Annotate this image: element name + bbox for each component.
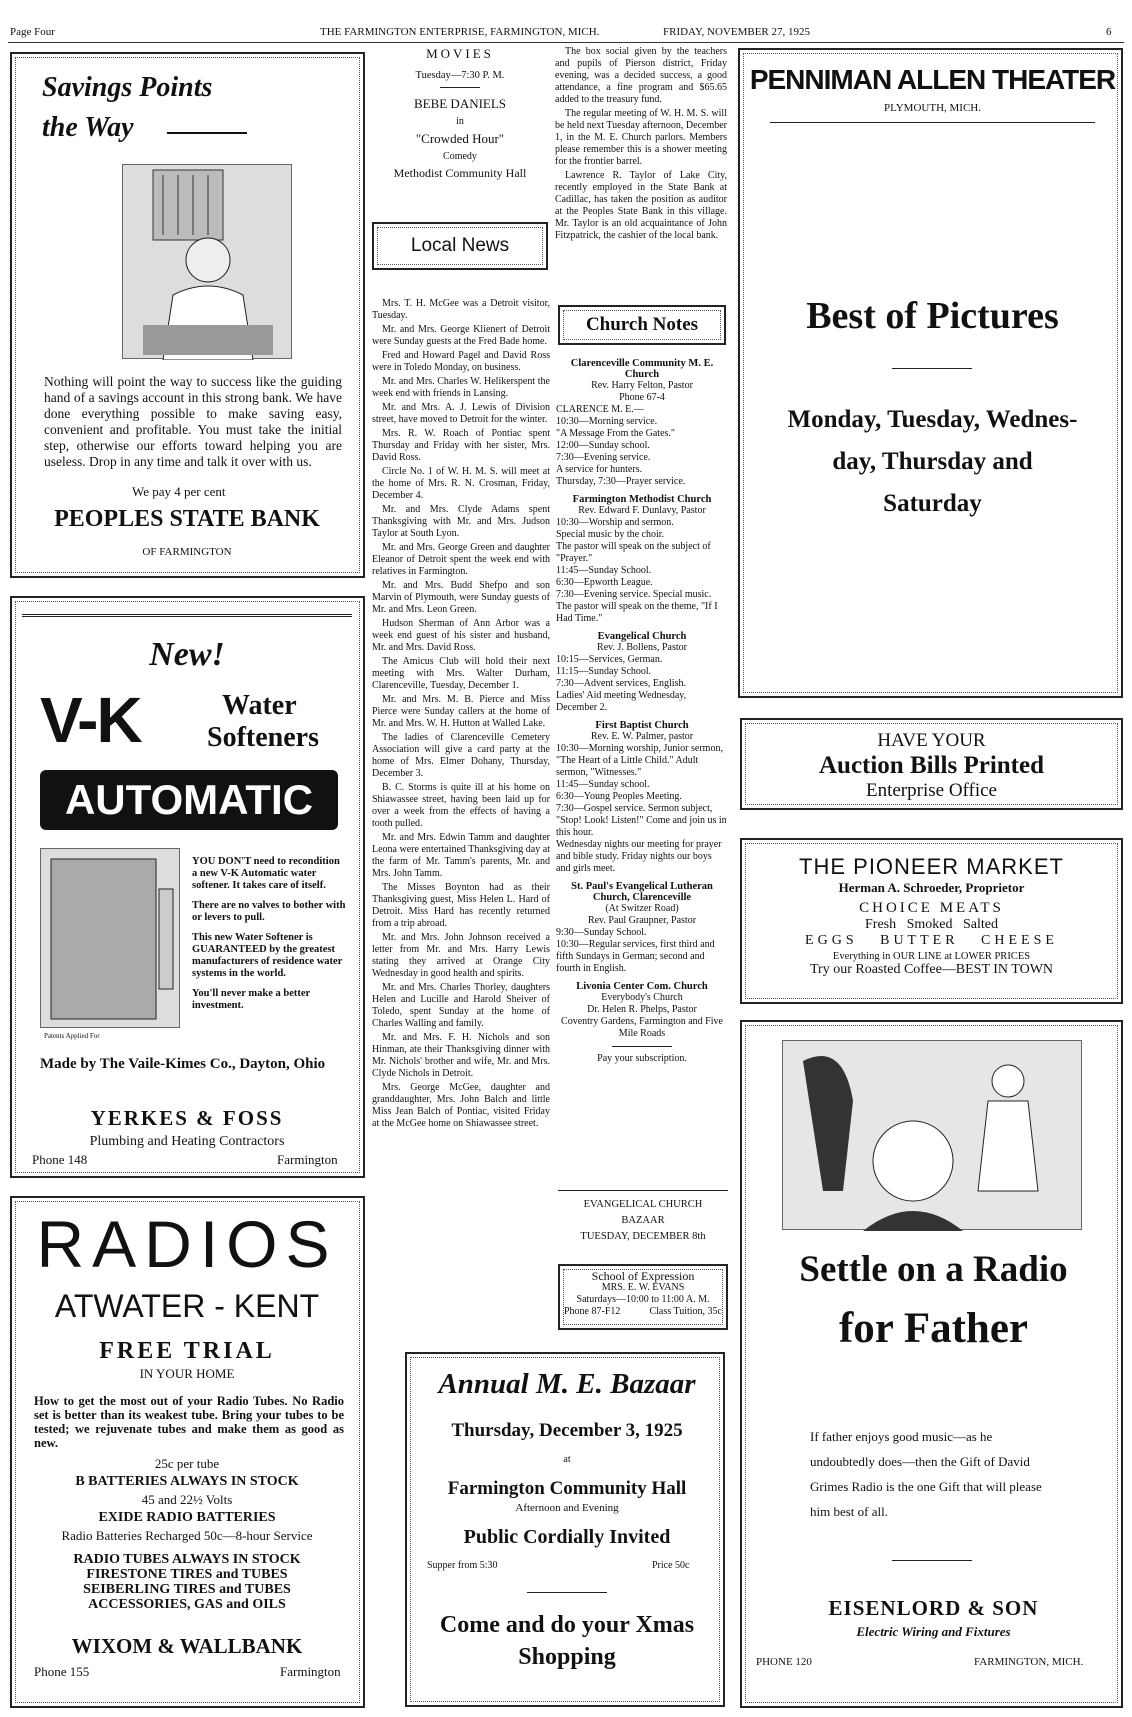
list-item: B. C. Storms is quite ill at his home on Shiawassee street, having been laid up for over a week from the effects of having a tooth pulled. [372, 782, 550, 829]
list-item: The box social given by the teachers and pupils of Pierson district, Friday evening, was a decided success, a good attendance, a fine program and $65.65 added to the treasury fund. [555, 46, 727, 105]
vk-product-2: Softeners [207, 722, 319, 753]
church-4-pastor: Rev. E. W. Palmer, pastor [590, 731, 694, 742]
radio-ad [10, 1196, 365, 1708]
list-item: Hudson Sherman of Ann Arbor was a week end guest of his sister and husband, Mr. and Mrs. David Ross. [372, 618, 550, 653]
market-items: EGGS BUTTER CHEESE [805, 933, 1058, 948]
radio-body: How to get the most out of your Radio Tubes. No Radio set is better than its weakest tube. Bring your tubes to be tested; we rejuvenate tubes and make them as good as new. [34, 1394, 344, 1450]
bazaar-line-2: BAZAAR [621, 1215, 665, 1226]
list-item: 7:30—Advent services, English. [556, 678, 686, 689]
me-bazaar-invite: Public Cordially Invited [463, 1526, 671, 1548]
vk-dealer: YERKES & FOSS [90, 1106, 284, 1130]
page-header [8, 24, 1124, 43]
auction-line-2: Auction Bills Printed [818, 752, 1044, 779]
local-news-title: Local News [372, 222, 548, 270]
radio-father-phone: PHONE 120 [756, 1656, 812, 1668]
list-item: 7:30—Evening service. [556, 452, 651, 463]
radio-b-batteries: B BATTERIES ALWAYS IN STOCK [75, 1474, 299, 1489]
list-item: Thursday, 7:30—Prayer service. [556, 476, 686, 487]
bazaar-line-1: EVANGELICAL CHURCH [583, 1199, 703, 1210]
theater-days-2: day, Thursday and [832, 448, 1033, 475]
list-item: 10:30—Morning worship, Junior sermon, "The Heart of a Little Child." Adult sermon, "Witnesses." [556, 743, 723, 778]
vk-new: New! [149, 636, 225, 673]
church-1-phone: Phone 67-4 [619, 392, 665, 403]
radio-stock-2: FIRESTONE TIRES and TUBES [86, 1567, 288, 1582]
radio-trial: FREE TRIAL [99, 1338, 275, 1364]
evangelical-bazaar [558, 1190, 728, 1254]
list-item: Mrs. George McGee, daughter and granddaughter, Mrs. John Balch and little Miss Jean Balch of Pontiac, visited Friday at the McGee home on Shiawassee street. [372, 1082, 550, 1129]
radio-trial-sub: IN YOUR HOME [139, 1366, 235, 1381]
list-item: 11:45—Sunday school. [556, 779, 650, 790]
me-bazaar-time: Afternoon and Evening [515, 1502, 619, 1514]
list-item: 9:30—Sunday School. [556, 927, 647, 938]
radio-father-body: If father enjoys good music—as he undoubtedly does—then the Gift of David Grimes Radio is the one Gift that will please him best of all. [810, 1429, 1042, 1519]
vk-text-1: YOU DON'T need to recondition a new V-K Automatic water softener. It takes care of itself. [192, 856, 340, 891]
list-item: Mr. and Mrs. John Johnson received a letter from Mr. and Mrs. Harry Lewis stating they arrived at Orange City Wednesday in good health and spirits. [372, 932, 550, 979]
father-radio-illustration [782, 1040, 1082, 1230]
theater-ad [738, 48, 1123, 698]
vk-text-4: You'll never make a better investment. [192, 988, 311, 1011]
bank-ad [10, 52, 365, 578]
vk-text-3: This new Water Softener is GUARANTEED by the greatest manufacturers of residence water systems in the world. [192, 932, 343, 979]
school-tuition: Class Tuition, 35c [649, 1306, 722, 1317]
theater-city: PLYMOUTH, MICH. [884, 102, 981, 114]
auction-line-1: HAVE YOUR [877, 730, 986, 751]
market-kinds: Fresh Smoked Salted [865, 917, 998, 932]
banker-illustration [122, 164, 292, 359]
arrow-line [167, 132, 247, 134]
list-item: The regular meeting of W. H. M. S. will be held next Tuesday afternoon, December 1, in the M. E. Church parlors. Members please remember this is a shower meeting for the frontier barrel. [555, 108, 727, 167]
vk-patent: Patents Applied For [44, 1032, 100, 1040]
bank-name: PEOPLES STATE BANK [54, 506, 320, 532]
church-notes-title: Church Notes [558, 305, 726, 345]
church-notes-column [556, 352, 728, 1172]
bank-title-2: the Way [42, 112, 134, 143]
list-item: Lawrence R. Taylor of Lake City, recently employed in the State Bank at Cadillac, has taken the position as auditor at the Peoples State Bank in this village. Mr. Taylor is an old acquaintance of John Fitzpatrick, the cashier of the local bank. [555, 170, 727, 241]
list-item: The pastor will speak on the theme, "If I Had Time." [556, 601, 718, 624]
list-item: Mr. and Mrs. A. J. Lewis of Division street, have moved to Detroit for the winter. [372, 402, 550, 425]
church-6-pastor: Dr. Helen R. Phelps, Pastor [587, 1004, 697, 1015]
me-bazaar-ad [405, 1352, 725, 1707]
radio-father-sub: Electric Wiring and Fixtures [856, 1624, 1011, 1639]
banker-icon [123, 165, 293, 360]
list-item: Special music by the choir. [556, 529, 665, 540]
list-item: 6:30—Epworth League. [556, 577, 653, 588]
list-item: Mr. and Mrs. Budd Shefpo and son Marvin of Plymouth, were Sunday guests of Mr. and Mrs. Leon Green. [372, 580, 550, 615]
radio-stock-4: ACCESSORIES, GAS and OILS [88, 1597, 286, 1612]
school-hours: Saturdays—10:00 to 11:00 A. M. [576, 1294, 710, 1305]
market-name: THE PIONEER MARKET [799, 854, 1064, 879]
radio-father-head-2: for Father [838, 1305, 1029, 1352]
theater-name: PENNIMAN ALLEN THEATER [749, 64, 1116, 95]
list-item: 11:15—Sunday School. [556, 666, 652, 677]
list-item: Fred and Howard Pagel and David Ross were in Toledo Monday, on business. [372, 350, 550, 373]
bank-body: Nothing will point the way to success like the guiding hand of a savings account in this strong bank. We have done everything possible to make saving easy, convenient and profitable. You must take the initial step, otherwise our efforts toward helping you are useless. Drop in any time and talk it over with us. [44, 374, 342, 469]
theater-days-1: Monday, Tuesday, Wednes- [787, 406, 1078, 433]
movies-time: Tuesday—7:30 P. M. [415, 70, 505, 81]
radio-phone: Phone 155 [34, 1664, 90, 1679]
church-5-pastor: Rev. Paul Graupner, Pastor [587, 915, 697, 926]
church-5-name: St. Paul's Evangelical Lutheran Church, Clarenceville [571, 881, 713, 903]
pay-subscription: Pay your subscription. [597, 1053, 687, 1064]
pioneer-market-ad [740, 838, 1123, 1004]
water-softener-icon [41, 849, 181, 1029]
list-item: The ladies of Clarenceville Cemetery Association will give a card party at the home of Mrs. Elmer Dohany, Thursday, December 3. [372, 732, 550, 779]
movies-film: "Crowded Hour" [415, 131, 505, 146]
list-item: 10:30—Worship and sermon. [556, 517, 674, 528]
list-item: 10:30—Morning service. [556, 416, 658, 427]
church-6-location: Coventry Gardens, Farmington and Five Mile Roads [561, 1016, 723, 1039]
me-bazaar-title: Annual M. E. Bazaar [438, 1368, 696, 1400]
me-bazaar-venue: Farmington Community Hall [447, 1478, 687, 1499]
list-item: CLARENCE M. E.— [556, 404, 644, 415]
church-2-name: Farmington Methodist Church [572, 494, 712, 505]
list-item: A service for hunters. [556, 464, 643, 475]
church-6-sub: Everybody's Church [601, 992, 683, 1003]
list-item: Mr. and Mrs. Charles Thorley, daughters Helen and Lucille and Harold Sheiver of Toledo, spent Sunday at the home of Charles Walling and family. [372, 982, 550, 1029]
list-item: Mrs. R. W. Roach of Pontiac spent Thursday and Friday with her sister, Mrs. David Ross. [372, 428, 550, 463]
radio-father-ad [740, 1020, 1123, 1708]
school-name: MRS. E. W. EVANS [601, 1282, 685, 1293]
radio-father-dealer: EISENLORD & SON [828, 1596, 1039, 1620]
list-item: 11:45—Sunday School. [556, 565, 652, 576]
list-item: Mr. and Mrs. Charles W. Helikerspent the week end with friends in Lansing. [372, 376, 550, 399]
church-6-name: Livonia Center Com. Church [576, 981, 708, 992]
list-item: 7:30—Evening service. Special music. [556, 589, 712, 600]
local-news-column [372, 298, 550, 1298]
movies-star: BEBE DANIELS [413, 96, 507, 111]
radio-town: Farmington [280, 1664, 341, 1679]
me-bazaar-xmas-2: Shopping [518, 1644, 616, 1670]
social-news-column [555, 46, 727, 290]
radio-title: RADIOS [36, 1207, 338, 1281]
vk-town: Farmington [277, 1152, 338, 1167]
radio-price: 25c per tube [154, 1456, 220, 1471]
list-item: Circle No. 1 of W. H. M. S. will meet at the home of Mrs. R. N. Crosman, Friday, December 4. [372, 466, 550, 501]
page-number: Page Four [10, 26, 55, 38]
list-item: Mr. and Mrs. George Green and daughter Eleanor of Detroit spent the week end with relatives in Farmington. [372, 542, 550, 577]
me-bazaar-price: Price 50c [652, 1560, 690, 1571]
list-item: Ladies' Aid meeting Wednesday, December 2. [556, 690, 687, 713]
vk-dealer-sub: Plumbing and Heating Contractors [89, 1134, 285, 1149]
movies-venue: Methodist Community Hall [393, 166, 527, 180]
vk-brand: V-K [40, 684, 141, 756]
list-item: 10:30—Regular services, first third and fifth Sundays in German; second and fourth in English. [556, 939, 715, 974]
list-item: Mr. and Mrs. Edwin Tamm and daughter Leona were entertained Thanksgiving day at the farm of Mr. Tamm's parents, Mr. and Mrs. John Tamm. [372, 832, 550, 879]
list-item: 10:15—Services, German. [556, 654, 663, 665]
church-5-location: (At Switzer Road) [605, 903, 679, 914]
me-bazaar-supper: Supper from 5:30 [427, 1560, 498, 1571]
me-bazaar-date: Thursday, December 3, 1925 [451, 1420, 683, 1441]
movies-in: in [456, 116, 464, 127]
list-item: The Amicus Club will hold their next meeting with Mrs. Walter Durham, Clarenceville, Tuesday, December 1. [372, 656, 550, 691]
church-1-name: Clarenceville Community M. E. Church [570, 358, 714, 380]
theater-days-3: Saturday [883, 490, 982, 517]
market-owner: Herman A. Schroeder, Proprietor [838, 880, 1025, 895]
vk-phone: Phone 148 [32, 1152, 88, 1167]
bazaar-line-3: TUESDAY, DECEMBER 8th [580, 1231, 706, 1242]
vk-maker: Made by The Vaile-Kimes Co., Dayton, Ohio [40, 1056, 326, 1072]
list-item: The pastor will speak on the subject of "Prayer." [556, 541, 711, 564]
list-item: Mr. and Mrs. M. B. Pierce and Miss Pierce were Sunday callers at the home of Mr. and Mrs. W. H. Hutton at Walled Lake. [372, 694, 550, 729]
vk-ad [10, 596, 365, 1178]
vk-banner: AUTOMATIC [40, 770, 338, 830]
school-of-expression [558, 1264, 728, 1330]
list-item: The Misses Boynton had as their Thanksgiving guest, Miss Helen L. Hard of Detroit. Miss Hard has recently returned from a trip abroad. [372, 882, 550, 929]
radio-father-head-1: Settle on a Radio [799, 1249, 1068, 1290]
radio-brand: ATWATER - KENT [54, 1288, 320, 1324]
church-4-name: First Baptist Church [595, 720, 689, 731]
list-item: Mr. and Mrs. George Klienert of Detroit were Sunday guests at the Fred Bade home. [372, 324, 550, 347]
movies-title: MOVIES [426, 46, 494, 61]
me-bazaar-xmas-1: Come and do your Xmas [439, 1612, 695, 1638]
paper-name: THE FARMINGTON ENTERPRISE, FARMINGTON, MICH. [320, 26, 600, 38]
list-item: 6:30—Young Peoples Meeting. [556, 791, 682, 802]
vk-text-2: There are no valves to bother with or levers to pull. [192, 900, 346, 923]
list-item: Mr. and Mrs. F. H. Nichols and son Hinman, ate their Thanksgiving dinner with Mr. Nichols' brother and wife, Mr. and Mrs. Clyde Nichols in Detroit. [372, 1032, 550, 1079]
list-item: Wednesday nights our meeting for prayer and bible study. Friday nights our boys and girls meet. [556, 839, 722, 874]
radio-stock-1: RADIO TUBES ALWAYS IN STOCK [73, 1552, 301, 1567]
list-item: 12:00—Sunday school. [556, 440, 650, 451]
bank-title-1: Savings Points [42, 72, 213, 103]
list-item: Mrs. T. H. McGee was a Detroit visitor, Tuesday. [372, 298, 550, 321]
softener-illustration [40, 848, 180, 1028]
market-prices: Everything in OUR LINE at LOWER PRICES [832, 951, 1031, 962]
radio-father-town: FARMINGTON, MICH. [974, 1656, 1084, 1668]
radio-exide: EXIDE RADIO BATTERIES [98, 1510, 276, 1525]
radio-horn-icon [783, 1041, 1083, 1231]
list-item: "A Message From the Gates." [556, 428, 675, 439]
church-1-pastor: Rev. Harry Felton, Pastor [591, 380, 693, 391]
bank-rate: We pay 4 per cent [132, 484, 226, 499]
radio-recharge: Radio Batteries Recharged 50c—8-hour Service [61, 1528, 313, 1543]
school-phone: Phone 87-F12 [564, 1306, 621, 1317]
folio: 6 [1106, 26, 1112, 38]
radio-stock-3: SEIBERLING TIRES and TUBES [83, 1582, 291, 1597]
market-coffee: Try our Roasted Coffee—BEST IN TOWN [809, 962, 1054, 977]
auction-line-3: Enterprise Office [865, 780, 997, 801]
church-3-pastor: Rev. J. Bollens, Pastor [597, 642, 687, 653]
radio-dealer: WIXOM & WALLBANK [71, 1634, 303, 1658]
vk-product-1: Water [222, 690, 297, 721]
theater-headline: Best of Pictures [806, 295, 1059, 337]
bank-location: OF FARMINGTON [142, 546, 232, 558]
movies-genre: Comedy [443, 151, 477, 162]
me-bazaar-at: at [563, 1454, 571, 1465]
radio-volts: 45 and 22½ Volts [141, 1492, 233, 1507]
church-3-name: Evangelical Church [597, 631, 687, 642]
auction-bills-ad [740, 718, 1123, 810]
movies-notice [370, 46, 550, 216]
school-title: School of Expression [591, 1269, 695, 1283]
list-item: 7:30—Gospel service. Sermon subject, "Stop! Look! Listen!" Come and join us in this hour. [556, 803, 727, 838]
market-meats: CHOICE MEATS [859, 900, 1004, 916]
church-2-pastor: Rev. Edward F. Dunlavy, Pastor [578, 505, 706, 516]
list-item: Mr. and Mrs. Clyde Adams spent Thanksgiving with Mr. and Mrs. Judson Taylor at South Lyon. [372, 504, 550, 539]
issue-date: FRIDAY, NOVEMBER 27, 1925 [663, 26, 810, 38]
